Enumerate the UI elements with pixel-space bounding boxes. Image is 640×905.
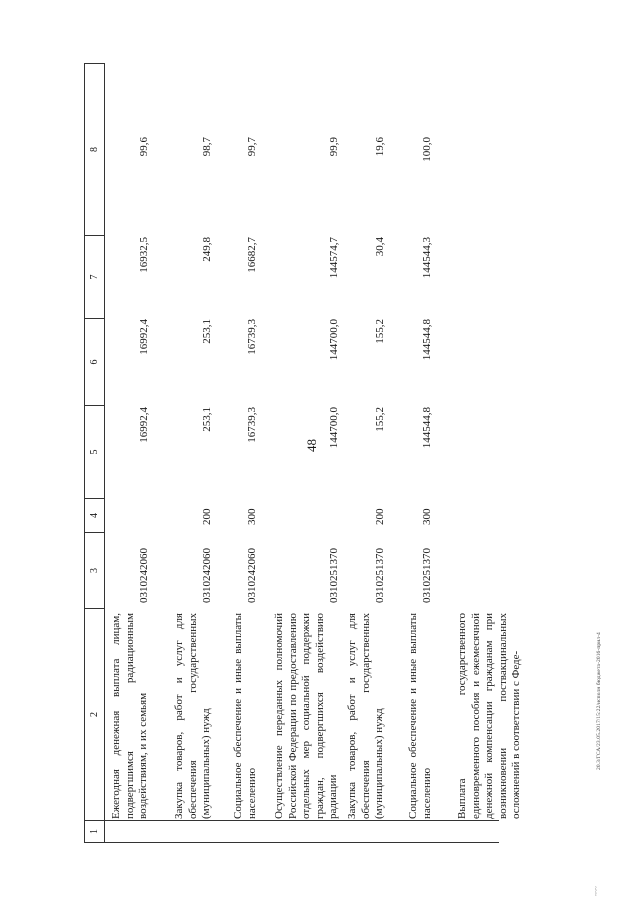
row-col-7: 144574,7: [328, 237, 340, 279]
row-col-6: 16739,3: [246, 319, 258, 355]
row-col-6: 155,2: [374, 319, 386, 344]
header-col-2: 2: [85, 608, 104, 820]
row-col-7: 16682,7: [246, 237, 258, 273]
row-col-8: 99,7: [246, 137, 258, 157]
row-code: 0310251370: [374, 548, 386, 603]
header-col-1: 1: [85, 820, 104, 842]
row-col-5: 155,2: [374, 407, 386, 432]
row-col-6: 16992,4: [138, 319, 150, 355]
row-description: Социальное обеспечение и иные выплаты населению: [407, 613, 433, 819]
row-col-5: 144700,0: [328, 407, 340, 449]
row-code: 0310251370: [328, 548, 340, 603]
row-col-8: 99,6: [138, 137, 150, 157]
row-col-6: 253,1: [201, 319, 213, 344]
row-type: 300: [246, 508, 258, 525]
row-type: 200: [374, 508, 386, 525]
row-col-8: 99,9: [328, 137, 340, 157]
row-description: Осуществление переданных полномочий Российской Федерации по предоставлению отдельных мер социальной поддержки граждан, подвергшихся воздействию радиации: [273, 613, 340, 819]
footer-text: 20.3/ГСА/23.05.2017/15:22/исполн бюджета-2016-прил-4: [596, 632, 602, 770]
header-col-7: 7: [85, 235, 104, 318]
row-type: 300: [421, 508, 433, 525]
row-description: Закупка товаров, работ и услуг для обеспечения государственных (муниципальных) нужд: [346, 613, 386, 819]
table-col-divider: [105, 820, 499, 821]
row-col-7: 249,8: [201, 237, 213, 262]
row-type: 200: [201, 508, 213, 525]
row-col-7: 144544,3: [421, 237, 433, 279]
header-col-4: 4: [85, 498, 104, 532]
row-description: Социальное обеспечение и иные выплаты населению: [232, 613, 258, 819]
row-description: Ежегодная денежная выплата лицам, подвергшимся радиационным воздействиям, и их семьям: [110, 613, 150, 819]
table-left-border: [105, 842, 499, 843]
row-description: Закупка товаров, работ и услуг для обеспечения государственных (муниципальных) нужд: [173, 613, 213, 819]
row-col-5: 253,1: [201, 407, 213, 432]
row-col-5: 144544,8: [421, 407, 433, 449]
page-number: 48: [304, 439, 319, 452]
header-col-3: 3: [85, 532, 104, 608]
row-col-5: 16739,3: [246, 407, 258, 443]
row-code: 0310242060: [201, 548, 213, 603]
row-col-7: 30,4: [374, 237, 386, 257]
row-code: 0310242060: [138, 548, 150, 603]
budget-table: [84, 63, 523, 843]
header-col-5: 5: [85, 405, 104, 498]
edge-mark: ~~~: [594, 886, 600, 896]
row-col-8: 100,0: [421, 137, 433, 162]
row-col-8: 98,7: [201, 137, 213, 157]
row-col-6: 144544,8: [421, 319, 433, 361]
table-header: [84, 63, 105, 843]
header-col-6: 6: [85, 318, 104, 405]
row-description: Выплата государственного единовременного пособия и ежемесячной денежной компенсации гражданам при возникновении поствакцинальных осложнений в соответствии с Феде-: [456, 613, 523, 819]
row-col-6: 144700,0: [328, 319, 340, 361]
row-col-5: 16992,4: [138, 407, 150, 443]
row-code: 0310251370: [421, 548, 433, 603]
row-col-8: 19,6: [374, 137, 386, 157]
header-col-8: 8: [89, 147, 100, 152]
row-col-7: 16932,5: [138, 237, 150, 273]
row-code: 0310242060: [246, 548, 258, 603]
